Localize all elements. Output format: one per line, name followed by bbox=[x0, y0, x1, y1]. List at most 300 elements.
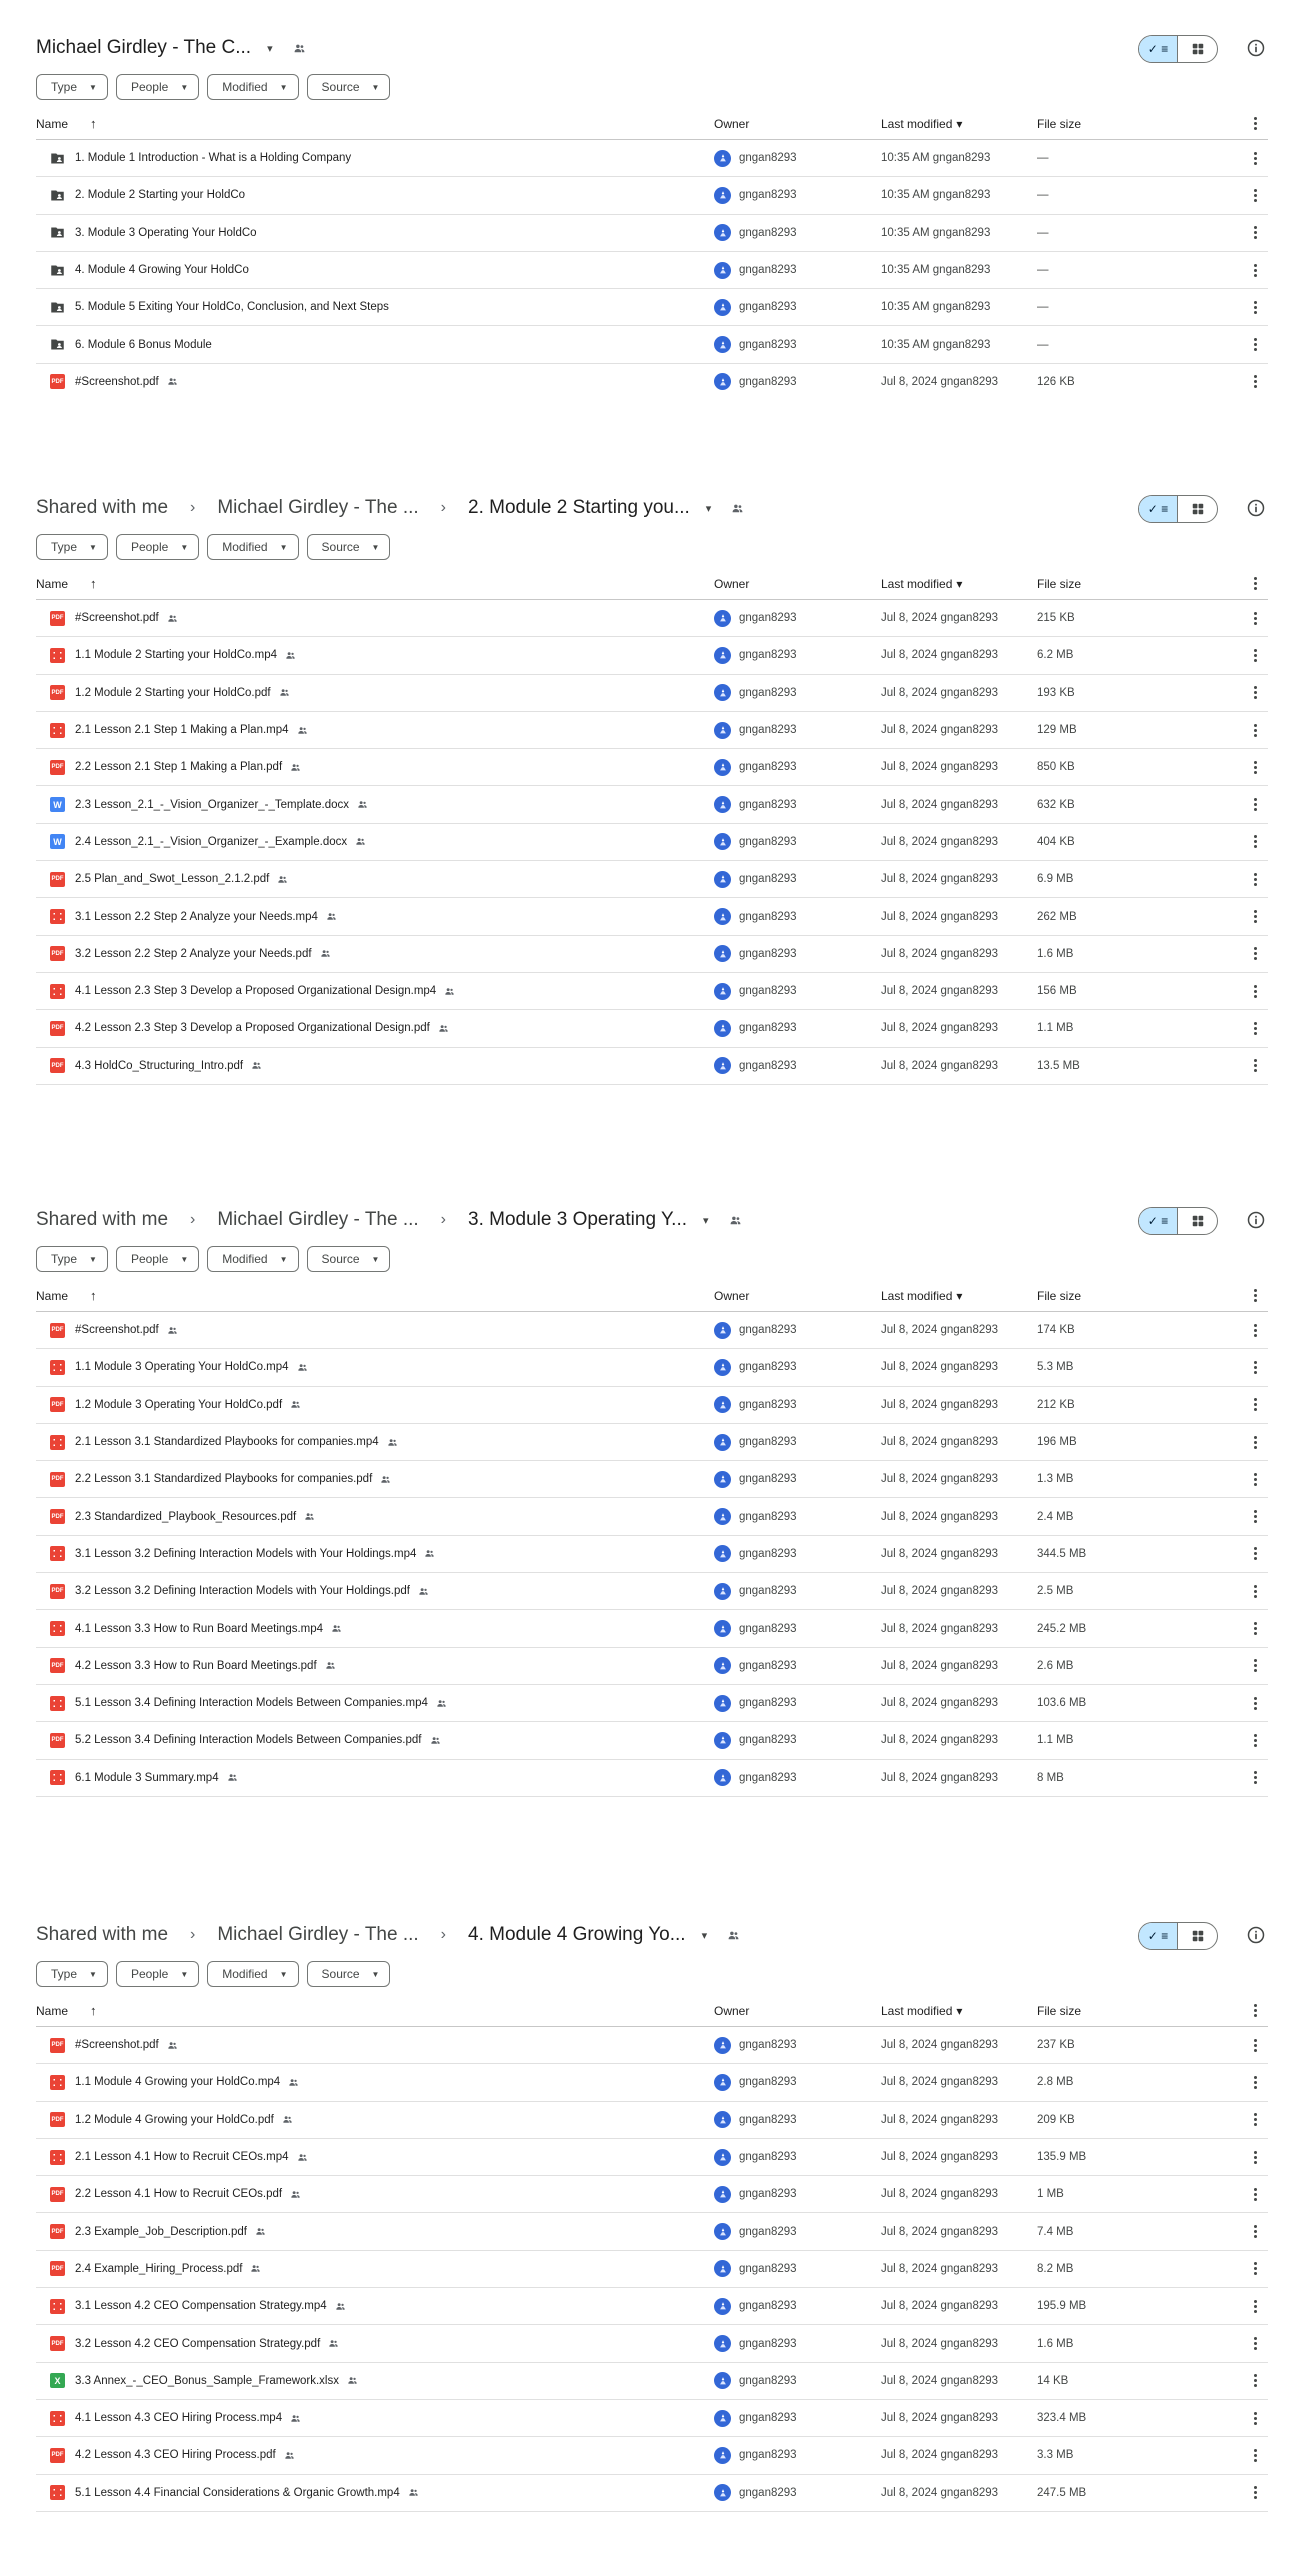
owner-cell bbox=[714, 647, 797, 664]
file-size-cell: 247.5 MB bbox=[1037, 2486, 1087, 2499]
more-vert-icon bbox=[1254, 375, 1257, 388]
breadcrumb bbox=[36, 1200, 742, 1240]
owner-name: gngan8293 bbox=[739, 873, 797, 886]
file-row[interactable] bbox=[36, 2251, 1268, 2288]
last-modified-cell: Jul 8, 2024 gngan8293 bbox=[881, 1324, 999, 1337]
table-header bbox=[36, 1280, 1268, 1312]
file-size-cell: 6.2 MB bbox=[1037, 649, 1074, 662]
pdf-file-icon: PDF bbox=[50, 2187, 65, 2202]
file-name: 3.2 Lesson 2.2 Step 2 Analyze your Needs.pdf bbox=[75, 947, 312, 960]
grid-view-button[interactable] bbox=[1178, 36, 1217, 62]
breadcrumb-current-folder[interactable]: 3. Module 3 Operating Y... bbox=[468, 1209, 688, 1230]
row-more-actions-button[interactable] bbox=[1248, 189, 1262, 202]
more-vert-icon bbox=[1254, 152, 1257, 165]
owner-cell bbox=[714, 336, 797, 353]
column-header-name[interactable] bbox=[36, 2003, 97, 2018]
file-size-cell: 126 KB bbox=[1037, 375, 1075, 388]
file-name-cell bbox=[36, 1770, 238, 1785]
file-row[interactable] bbox=[36, 2027, 1268, 2064]
file-name-cell bbox=[36, 263, 249, 278]
file-name: 2.4 Lesson_2.1_-_Vision_Organizer_-_Example.docx bbox=[75, 835, 348, 848]
file-row[interactable] bbox=[36, 364, 1268, 400]
row-more-actions-button[interactable] bbox=[1248, 1022, 1262, 1035]
last-modified-cell: Jul 8, 2024 gngan8293 bbox=[881, 2412, 999, 2425]
row-more-actions-button[interactable] bbox=[1248, 761, 1262, 774]
row-more-actions-button[interactable] bbox=[1248, 2449, 1262, 2462]
column-header-owner: Owner bbox=[714, 2003, 750, 2018]
owner-cell bbox=[714, 2372, 797, 2389]
shared-people-icon bbox=[290, 1399, 301, 1410]
file-name: 4. Module 4 Growing Your HoldCo bbox=[75, 264, 249, 277]
row-more-actions-button[interactable] bbox=[1248, 2300, 1262, 2313]
filter-chip-label: Type bbox=[51, 540, 78, 554]
file-row[interactable] bbox=[36, 2213, 1268, 2250]
file-size-cell: 262 MB bbox=[1037, 910, 1077, 923]
file-name: #Screenshot.pdf bbox=[75, 375, 159, 388]
filter-chip-type[interactable] bbox=[36, 74, 108, 100]
file-row[interactable] bbox=[36, 326, 1268, 363]
file-row[interactable] bbox=[36, 1722, 1268, 1759]
file-name-cell bbox=[36, 984, 455, 999]
file-size-cell: 209 KB bbox=[1037, 2113, 1075, 2126]
row-more-actions-button[interactable] bbox=[1248, 686, 1262, 699]
owner-cell bbox=[714, 610, 797, 627]
grid-view-button[interactable] bbox=[1178, 496, 1217, 522]
shared-people-icon bbox=[290, 2189, 301, 2200]
file-row[interactable] bbox=[36, 289, 1268, 326]
folder-menu-caret-icon[interactable]: ▾ bbox=[267, 42, 273, 55]
file-name: 3.1 Lesson 4.2 CEO Compensation Strategy.mp4 bbox=[75, 2300, 327, 2313]
file-row[interactable] bbox=[36, 215, 1268, 252]
video-file-icon bbox=[50, 2299, 65, 2314]
sort-ascending-icon[interactable]: ↑ bbox=[90, 2003, 97, 2018]
folder-menu-caret-icon[interactable]: ▾ bbox=[705, 502, 712, 515]
file-name: 2. Module 2 Starting your HoldCo bbox=[75, 189, 246, 202]
file-name-cell bbox=[36, 300, 389, 315]
column-options-button[interactable] bbox=[1248, 117, 1262, 130]
file-name-cell bbox=[36, 2150, 308, 2165]
breadcrumb-current-folder[interactable]: 2. Module 2 Starting you... bbox=[468, 497, 690, 518]
file-name-cell bbox=[36, 611, 178, 626]
row-more-actions-button[interactable] bbox=[1248, 1585, 1262, 1598]
owner-name: gngan8293 bbox=[739, 2076, 797, 2089]
chevron-right-icon: › bbox=[190, 1211, 196, 1228]
owner-name: gngan8293 bbox=[739, 189, 797, 202]
more-vert-icon bbox=[1254, 2374, 1257, 2387]
file-row[interactable] bbox=[36, 140, 1268, 177]
file-row[interactable] bbox=[36, 637, 1268, 674]
dropdown-arrow-icon: ▼ bbox=[89, 1254, 97, 1264]
file-row[interactable] bbox=[36, 2139, 1268, 2176]
list-icon: ≡ bbox=[1161, 1929, 1169, 1943]
file-name-cell bbox=[36, 225, 257, 240]
list-view-button[interactable] bbox=[1139, 36, 1178, 62]
owner-cell bbox=[714, 684, 797, 701]
row-more-actions-button[interactable] bbox=[1248, 2374, 1262, 2387]
last-modified-cell: Jul 8, 2024 gngan8293 bbox=[881, 375, 999, 388]
owner-cell bbox=[714, 299, 797, 316]
more-vert-icon bbox=[1254, 1697, 1257, 1710]
file-row[interactable] bbox=[36, 786, 1268, 823]
avatar bbox=[714, 871, 731, 888]
file-name-cell bbox=[36, 1546, 435, 1561]
column-header-last-modified-label: Last modified bbox=[881, 1288, 953, 1303]
file-name: 6. Module 6 Bonus Module bbox=[75, 338, 212, 351]
file-row[interactable] bbox=[36, 2475, 1268, 2512]
row-more-actions-button[interactable] bbox=[1248, 1734, 1262, 1747]
row-more-actions-button[interactable] bbox=[1248, 1659, 1262, 1672]
owner-cell bbox=[714, 722, 797, 739]
row-more-actions-button[interactable] bbox=[1248, 724, 1262, 737]
column-header-last-modified-label: Last modified bbox=[881, 116, 953, 131]
filter-chip-source[interactable] bbox=[307, 534, 391, 560]
row-more-actions-button[interactable] bbox=[1248, 873, 1262, 886]
filter-chip-type[interactable] bbox=[36, 1246, 108, 1272]
row-more-actions-button[interactable] bbox=[1248, 2262, 1262, 2275]
column-header-last-modified[interactable] bbox=[881, 1289, 962, 1303]
file-name: 1.1 Module 3 Operating Your HoldCo.mp4 bbox=[75, 1361, 289, 1374]
file-row[interactable] bbox=[36, 898, 1268, 935]
row-more-actions-button[interactable] bbox=[1248, 1473, 1262, 1486]
view-toggle bbox=[1138, 1922, 1218, 1950]
file-row[interactable] bbox=[36, 1461, 1268, 1498]
more-vert-icon bbox=[1254, 947, 1257, 960]
filter-chip-modified[interactable] bbox=[207, 74, 298, 100]
filter-chip-label: Type bbox=[51, 1252, 78, 1266]
file-name-cell bbox=[36, 188, 245, 203]
owner-name: gngan8293 bbox=[739, 375, 797, 388]
filter-chip-people[interactable] bbox=[116, 74, 199, 100]
file-size-cell: 404 KB bbox=[1037, 835, 1075, 848]
file-name-cell bbox=[36, 685, 290, 700]
list-icon: ≡ bbox=[1161, 502, 1169, 516]
avatar bbox=[714, 336, 731, 353]
breadcrumb-link[interactable]: Shared with me bbox=[36, 1924, 169, 1945]
breadcrumb-link[interactable]: Shared with me bbox=[36, 1209, 169, 1230]
last-modified-cell: Jul 8, 2024 gngan8293 bbox=[881, 1473, 999, 1486]
row-more-actions-button[interactable] bbox=[1248, 1622, 1262, 1635]
avatar bbox=[714, 1657, 731, 1674]
file-size-cell: 156 MB bbox=[1037, 985, 1077, 998]
file-name: 3.2 Lesson 3.2 Defining Interaction Models with Your Holdings.pdf bbox=[75, 1585, 410, 1598]
last-modified-cell: Jul 8, 2024 gngan8293 bbox=[881, 686, 999, 699]
row-more-actions-button[interactable] bbox=[1248, 2113, 1262, 2126]
filter-chip-source[interactable] bbox=[307, 1961, 391, 1987]
last-modified-cell: Jul 8, 2024 gngan8293 bbox=[881, 985, 999, 998]
last-modified-cell: Jul 8, 2024 gngan8293 bbox=[881, 1059, 999, 1072]
row-more-actions-button[interactable] bbox=[1248, 1510, 1262, 1523]
row-more-actions-button[interactable] bbox=[1248, 2076, 1262, 2089]
info-icon[interactable] bbox=[1246, 38, 1266, 58]
file-row[interactable] bbox=[36, 749, 1268, 786]
owner-cell bbox=[714, 187, 797, 204]
more-vert-icon bbox=[1254, 835, 1257, 848]
row-more-actions-button[interactable] bbox=[1248, 985, 1262, 998]
pdf-file-icon: PDF bbox=[50, 946, 65, 961]
filter-chip-modified[interactable] bbox=[207, 1961, 298, 1987]
file-row[interactable] bbox=[36, 936, 1268, 973]
avatar bbox=[714, 610, 731, 627]
file-name-cell bbox=[36, 760, 301, 775]
row-more-actions-button[interactable] bbox=[1248, 1324, 1262, 1337]
file-size-cell: 129 MB bbox=[1037, 724, 1077, 737]
row-more-actions-button[interactable] bbox=[1248, 1547, 1262, 1560]
row-more-actions-button[interactable] bbox=[1248, 264, 1262, 277]
avatar bbox=[714, 2223, 731, 2240]
row-more-actions-button[interactable] bbox=[1248, 612, 1262, 625]
file-row[interactable] bbox=[36, 1610, 1268, 1647]
row-more-actions-button[interactable] bbox=[1248, 2225, 1262, 2238]
breadcrumb-current-folder[interactable]: Michael Girdley - The C... bbox=[36, 37, 252, 58]
file-name: 4.3 HoldCo_Structuring_Intro.pdf bbox=[75, 1059, 244, 1072]
row-more-actions-button[interactable] bbox=[1248, 2486, 1262, 2499]
row-more-actions-button[interactable] bbox=[1248, 2039, 1262, 2052]
column-header-name[interactable] bbox=[36, 116, 97, 131]
sort-ascending-icon[interactable]: ↑ bbox=[90, 116, 97, 131]
file-name-cell bbox=[36, 1696, 447, 1711]
shared-people-icon bbox=[297, 1362, 308, 1373]
column-header-name[interactable] bbox=[36, 1288, 97, 1303]
sort-dropdown-icon: ▾ bbox=[956, 2003, 963, 2018]
filter-chip-label: Source bbox=[321, 1252, 360, 1266]
row-more-actions-button[interactable] bbox=[1248, 1398, 1262, 1411]
dropdown-arrow-icon: ▼ bbox=[371, 542, 380, 552]
file-size-cell: 6.9 MB bbox=[1037, 873, 1074, 886]
filter-chip-source[interactable] bbox=[307, 74, 391, 100]
more-vert-icon bbox=[1254, 1059, 1257, 1072]
breadcrumb-link[interactable]: Michael Girdley - The ... bbox=[217, 497, 419, 518]
filter-bar bbox=[36, 1246, 390, 1272]
file-row[interactable] bbox=[36, 1760, 1268, 1797]
row-more-actions-button[interactable] bbox=[1248, 649, 1262, 662]
breadcrumb-link[interactable]: Michael Girdley - The ... bbox=[217, 1209, 419, 1230]
column-header-last-modified[interactable] bbox=[881, 117, 962, 131]
last-modified-cell: Jul 8, 2024 gngan8293 bbox=[881, 761, 999, 774]
file-size-cell: 2.6 MB bbox=[1037, 1659, 1074, 1672]
last-modified-cell: Jul 8, 2024 gngan8293 bbox=[881, 2151, 999, 2164]
column-options-button[interactable] bbox=[1248, 1289, 1262, 1302]
shared-folder-icon bbox=[50, 263, 65, 278]
file-row[interactable] bbox=[36, 1498, 1268, 1535]
filter-chip-label: People bbox=[130, 1252, 169, 1266]
info-icon[interactable] bbox=[1246, 1210, 1266, 1230]
filter-chip-people[interactable] bbox=[116, 534, 199, 560]
last-modified-cell: Jul 8, 2024 gngan8293 bbox=[881, 1510, 999, 1523]
folder-menu-caret-icon[interactable]: ▾ bbox=[703, 1214, 709, 1227]
owner-name: gngan8293 bbox=[739, 910, 797, 923]
owner-cell bbox=[714, 1322, 797, 1339]
list-view-button[interactable] bbox=[1139, 496, 1178, 522]
avatar bbox=[714, 945, 731, 962]
avatar bbox=[714, 1020, 731, 1037]
file-row[interactable] bbox=[36, 2363, 1268, 2400]
owner-cell bbox=[714, 2298, 797, 2315]
list-view-button[interactable] bbox=[1139, 1208, 1178, 1234]
file-row[interactable] bbox=[36, 177, 1268, 214]
filter-chip-type[interactable] bbox=[36, 1961, 108, 1987]
list-icon: ≡ bbox=[1161, 42, 1169, 56]
file-row[interactable] bbox=[36, 712, 1268, 749]
last-modified-cell: Jul 8, 2024 gngan8293 bbox=[881, 2188, 999, 2201]
breadcrumb-link[interactable]: Shared with me bbox=[36, 497, 169, 518]
more-vert-icon bbox=[1254, 2412, 1257, 2425]
avatar bbox=[714, 2074, 731, 2091]
file-row[interactable] bbox=[36, 2288, 1268, 2325]
shared-people-icon bbox=[331, 1623, 342, 1634]
breadcrumb-current-folder[interactable]: 4. Module 4 Growing Yo... bbox=[468, 1924, 686, 1945]
last-modified-cell: 10:35 AM gngan8293 bbox=[881, 301, 991, 314]
dropdown-arrow-icon: ▼ bbox=[180, 542, 189, 552]
file-row[interactable] bbox=[36, 1424, 1268, 1461]
filter-bar bbox=[36, 1961, 390, 1987]
column-header-last-modified[interactable] bbox=[881, 577, 962, 591]
file-row[interactable] bbox=[36, 1536, 1268, 1573]
filter-chip-people[interactable] bbox=[116, 1961, 199, 1987]
owner-cell bbox=[714, 1620, 797, 1637]
row-more-actions-button[interactable] bbox=[1248, 2151, 1262, 2164]
more-vert-icon bbox=[1254, 1771, 1257, 1784]
check-icon: ✓ bbox=[1147, 502, 1158, 516]
file-name: 5. Module 5 Exiting Your HoldCo, Conclusion, and Next Steps bbox=[75, 301, 389, 314]
row-more-actions-button[interactable] bbox=[1248, 1436, 1262, 1449]
last-modified-cell: Jul 8, 2024 gngan8293 bbox=[881, 910, 999, 923]
file-name: #Screenshot.pdf bbox=[75, 612, 159, 625]
file-row[interactable] bbox=[36, 1648, 1268, 1685]
file-row[interactable] bbox=[36, 861, 1268, 898]
row-more-actions-button[interactable] bbox=[1248, 910, 1262, 923]
filter-chip-people[interactable] bbox=[116, 1246, 199, 1272]
list-view-button[interactable] bbox=[1139, 1923, 1178, 1949]
sort-ascending-icon[interactable]: ↑ bbox=[90, 1288, 97, 1303]
row-more-actions-button[interactable] bbox=[1248, 2188, 1262, 2201]
file-name-cell bbox=[36, 1584, 429, 1599]
last-modified-cell: Jul 8, 2024 gngan8293 bbox=[881, 2039, 999, 2052]
file-row[interactable] bbox=[36, 1685, 1268, 1722]
file-row[interactable] bbox=[36, 1573, 1268, 1610]
row-more-actions-button[interactable] bbox=[1248, 226, 1262, 239]
filter-chip-type[interactable] bbox=[36, 534, 108, 560]
avatar bbox=[714, 1695, 731, 1712]
file-row[interactable] bbox=[36, 2325, 1268, 2362]
avatar bbox=[714, 1508, 731, 1525]
file-row[interactable] bbox=[36, 252, 1268, 289]
row-more-actions-button[interactable] bbox=[1248, 947, 1262, 960]
shared-people-icon bbox=[284, 2450, 295, 2461]
row-more-actions-button[interactable] bbox=[1248, 1361, 1262, 1374]
row-more-actions-button[interactable] bbox=[1248, 835, 1262, 848]
video-file-icon bbox=[50, 648, 65, 663]
owner-cell bbox=[714, 2484, 797, 2501]
row-more-actions-button[interactable] bbox=[1248, 2412, 1262, 2425]
file-row[interactable] bbox=[36, 1349, 1268, 1386]
row-more-actions-button[interactable] bbox=[1248, 1771, 1262, 1784]
owner-name: gngan8293 bbox=[739, 2039, 797, 2052]
owner-cell bbox=[714, 1695, 797, 1712]
last-modified-cell: Jul 8, 2024 gngan8293 bbox=[881, 1697, 999, 1710]
file-size-cell: 174 KB bbox=[1037, 1324, 1075, 1337]
row-more-actions-button[interactable] bbox=[1248, 798, 1262, 811]
breadcrumb-link[interactable]: Michael Girdley - The ... bbox=[217, 1924, 419, 1945]
more-vert-icon bbox=[1254, 2262, 1257, 2275]
dropdown-arrow-icon: ▼ bbox=[89, 1969, 97, 1979]
last-modified-cell: Jul 8, 2024 gngan8293 bbox=[881, 724, 999, 737]
file-row[interactable] bbox=[36, 1048, 1268, 1085]
column-header-name[interactable] bbox=[36, 576, 97, 591]
more-vert-icon bbox=[1254, 910, 1257, 923]
file-row[interactable] bbox=[36, 2064, 1268, 2101]
file-name-cell bbox=[36, 909, 337, 924]
file-name: 2.1 Lesson 3.1 Standardized Playbooks for companies.mp4 bbox=[75, 1436, 379, 1449]
row-more-actions-button[interactable] bbox=[1248, 152, 1262, 165]
file-row[interactable] bbox=[36, 973, 1268, 1010]
grid-view-button[interactable] bbox=[1178, 1208, 1217, 1234]
file-row[interactable] bbox=[36, 2176, 1268, 2213]
sort-ascending-icon[interactable]: ↑ bbox=[90, 576, 97, 591]
more-vert-icon bbox=[1254, 1398, 1257, 1411]
avatar bbox=[714, 908, 731, 925]
file-row[interactable] bbox=[36, 1312, 1268, 1349]
row-more-actions-button[interactable] bbox=[1248, 1059, 1262, 1072]
pdf-file-icon: PDF bbox=[50, 2224, 65, 2239]
column-options-button[interactable] bbox=[1248, 577, 1262, 590]
info-icon[interactable] bbox=[1246, 1925, 1266, 1945]
dropdown-arrow-icon: ▼ bbox=[279, 1254, 288, 1264]
folder-menu-caret-icon[interactable]: ▾ bbox=[701, 1929, 708, 1942]
filter-chip-label: People bbox=[130, 540, 169, 554]
file-name-cell bbox=[36, 1472, 391, 1487]
avatar bbox=[714, 1769, 731, 1786]
shared-people-icon bbox=[290, 2413, 301, 2424]
grid-view-button[interactable] bbox=[1178, 1923, 1217, 1949]
video-file-icon bbox=[50, 2150, 65, 2165]
column-options-button[interactable] bbox=[1248, 2004, 1262, 2017]
file-size-cell: 2.4 MB bbox=[1037, 1510, 1074, 1523]
avatar bbox=[714, 2335, 731, 2352]
more-vert-icon bbox=[1254, 1734, 1257, 1747]
filter-chip-modified[interactable] bbox=[207, 534, 298, 560]
file-row[interactable] bbox=[36, 2437, 1268, 2474]
owner-cell bbox=[714, 2037, 797, 2054]
video-file-icon bbox=[50, 723, 65, 738]
more-vert-icon bbox=[1254, 2039, 1257, 2052]
column-header-last-modified[interactable] bbox=[881, 2004, 962, 2018]
file-row[interactable] bbox=[36, 600, 1268, 637]
owner-name: gngan8293 bbox=[739, 1622, 797, 1635]
file-row[interactable] bbox=[36, 1010, 1268, 1047]
more-vert-icon bbox=[1254, 226, 1257, 239]
row-more-actions-button[interactable] bbox=[1248, 2337, 1262, 2350]
file-row[interactable] bbox=[36, 1387, 1268, 1424]
pdf-file-icon: PDF bbox=[50, 1058, 65, 1073]
pdf-file-icon: PDF bbox=[50, 611, 65, 626]
file-row[interactable] bbox=[36, 2400, 1268, 2437]
row-more-actions-button[interactable] bbox=[1248, 338, 1262, 351]
owner-name: gngan8293 bbox=[739, 1324, 797, 1337]
shared-people-icon bbox=[297, 2152, 308, 2163]
row-more-actions-button[interactable] bbox=[1248, 1697, 1262, 1710]
row-more-actions-button[interactable] bbox=[1248, 375, 1262, 388]
avatar bbox=[714, 2149, 731, 2166]
filter-chip-source[interactable] bbox=[307, 1246, 391, 1272]
filter-chip-modified[interactable] bbox=[207, 1246, 298, 1272]
info-icon[interactable] bbox=[1246, 498, 1266, 518]
row-more-actions-button[interactable] bbox=[1248, 301, 1262, 314]
file-row[interactable] bbox=[36, 675, 1268, 712]
file-row[interactable] bbox=[36, 2102, 1268, 2139]
doc-file-icon: W bbox=[50, 797, 65, 812]
file-row[interactable] bbox=[36, 824, 1268, 861]
file-size-cell: 344.5 MB bbox=[1037, 1547, 1087, 1560]
